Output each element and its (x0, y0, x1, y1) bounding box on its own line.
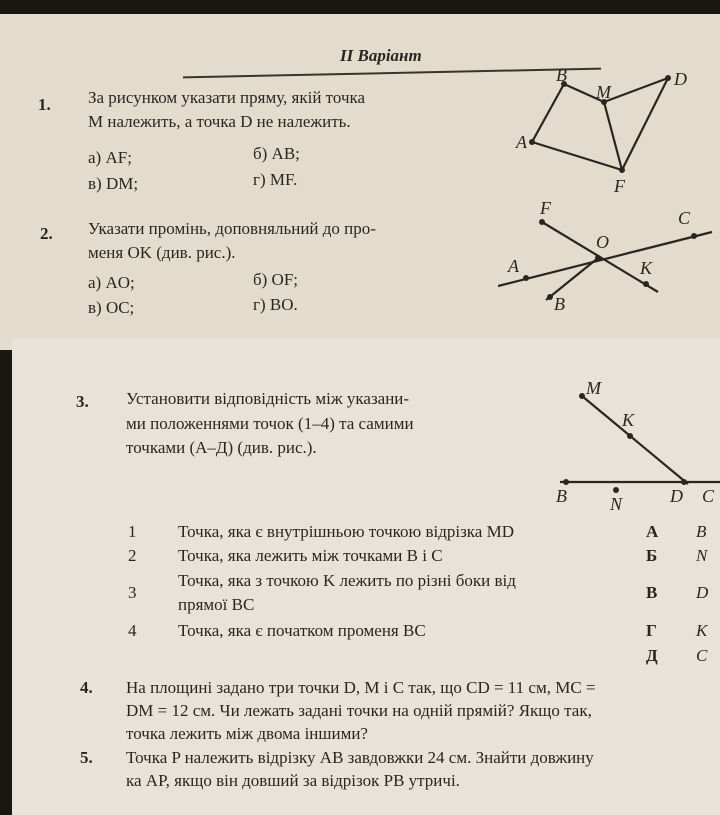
q2-number: 2. (40, 224, 53, 243)
q1-segment-ab (532, 84, 564, 142)
q1-point-f (619, 167, 625, 173)
q3-label-k: K (622, 410, 635, 430)
q1-segment-af (532, 142, 622, 170)
q2-label-a: A (508, 256, 519, 276)
q5-text-line1: Точка P належить відрізку AB завдовжки 24 см. Знайти довжину (126, 748, 594, 767)
q3-answer-e-letter[interactable]: Д (646, 646, 658, 665)
q2-figure (498, 198, 718, 318)
q5-text-line2: ка AP, якщо він довший за відрізок PB утричі. (126, 771, 460, 790)
q2-label-o: O (596, 232, 609, 252)
q2-point-b (547, 294, 553, 300)
q2-label-c: C (678, 208, 691, 228)
q3-answer-a-letter[interactable]: А (646, 522, 659, 541)
q3-item-4-number: 4 (128, 621, 137, 640)
q1-figure (510, 68, 700, 198)
q1-label-f: F (614, 176, 625, 196)
q3-text-line1: Установити відповідність між указани- (126, 389, 410, 408)
q3-item-1-number: 1 (128, 522, 137, 541)
q3-answer-d-letter[interactable]: Г (646, 621, 657, 640)
q3-label-c: C (702, 486, 715, 506)
q1-point-a (529, 139, 535, 145)
q3-text-line2: ми положеннями точок (1–4) та самими (126, 414, 414, 433)
q4-text-line3: точка лежить між двома іншими? (126, 724, 368, 743)
q1-number: 1. (38, 95, 51, 114)
q1-option-d[interactable]: г) MF. (253, 170, 298, 189)
variant-title: II Варіант (340, 46, 422, 65)
q1-label-d: D (674, 69, 687, 89)
q3-answer-e-point: C (696, 646, 708, 665)
q4-text-line1: На площині задано три точки D, M і C так, що CD = 11 см, MC = (126, 678, 596, 697)
q2-point-o (595, 255, 601, 261)
q2-option-d[interactable]: г) BO. (253, 295, 298, 314)
q3-item-3-text: Точка, яка з точкою K лежить по різні боки від (178, 571, 516, 590)
q2-label-f: F (540, 198, 551, 218)
q3-point-m (579, 393, 585, 399)
q3-number: 3. (76, 392, 89, 411)
q2-text-line2: меня OK (див. рис.). (88, 243, 236, 262)
q3-answer-d-point: K (696, 621, 708, 640)
q3-label-b: B (556, 486, 567, 506)
q1-text-line2: M належить, а точка D не належить. (88, 112, 351, 131)
q2-label-k: K (640, 258, 653, 278)
q1-option-b[interactable]: б) AB; (253, 144, 300, 163)
q2-point-c (691, 233, 697, 239)
q3-text-line3: точками (А–Д) (див. рис.). (126, 438, 317, 457)
q1-option-a[interactable]: а) AF; (88, 148, 132, 167)
q3-answer-c-letter[interactable]: В (646, 583, 658, 602)
q3-item-1-text: Точка, яка є внутрішньою точкою відрізка MD (178, 522, 514, 541)
q5-number: 5. (80, 748, 93, 767)
q3-line-md (582, 396, 688, 484)
q2-option-b[interactable]: б) OF; (253, 270, 299, 289)
q3-point-n (613, 487, 619, 493)
q3-figure (550, 378, 720, 518)
q3-label-d: D (670, 486, 683, 506)
q3-answer-c-point: D (696, 583, 709, 602)
q1-text-line1: За рисунком указати пряму, якій точка (88, 88, 366, 107)
q3-point-d (681, 479, 687, 485)
q3-item-2-number: 2 (128, 546, 137, 565)
q3-item-3-text2: прямої BC (178, 595, 255, 614)
q3-answer-a-point: B (696, 522, 707, 541)
q2-point-a (523, 275, 529, 281)
q3-point-k (627, 433, 633, 439)
q2-label-b: B (554, 294, 565, 314)
q4-number: 4. (80, 678, 93, 697)
q4-text-line2: DM = 12 см. Чи лежать задані точки на одній прямій? Якщо так, (126, 701, 592, 720)
q1-segment-mf (604, 102, 622, 170)
q3-item-2-text: Точка, яка лежить між точками B і C (178, 546, 443, 565)
q2-text-line1: Указати промінь, доповняльний до про- (88, 219, 376, 238)
q1-label-b: B (556, 68, 567, 85)
q3-item-4-text: Точка, яка є початком променя BC (178, 621, 426, 640)
q3-label-m: M (586, 378, 601, 398)
q1-point-d (665, 75, 671, 81)
q2-option-a[interactable]: а) AO; (88, 273, 135, 292)
q2-point-k (643, 281, 649, 287)
q3-label-n: N (610, 494, 623, 514)
q1-option-c[interactable]: в) DM; (88, 174, 139, 193)
q2-point-f (539, 219, 545, 225)
q1-label-m: M (596, 82, 611, 102)
q3-answer-b-letter[interactable]: Б (646, 546, 658, 565)
q1-label-a: A (516, 132, 527, 152)
q3-answer-b-point: N (696, 546, 708, 565)
q3-item-3-number: 3 (128, 583, 137, 602)
q2-option-c[interactable]: в) OC; (88, 298, 135, 317)
q3-point-b (563, 479, 569, 485)
